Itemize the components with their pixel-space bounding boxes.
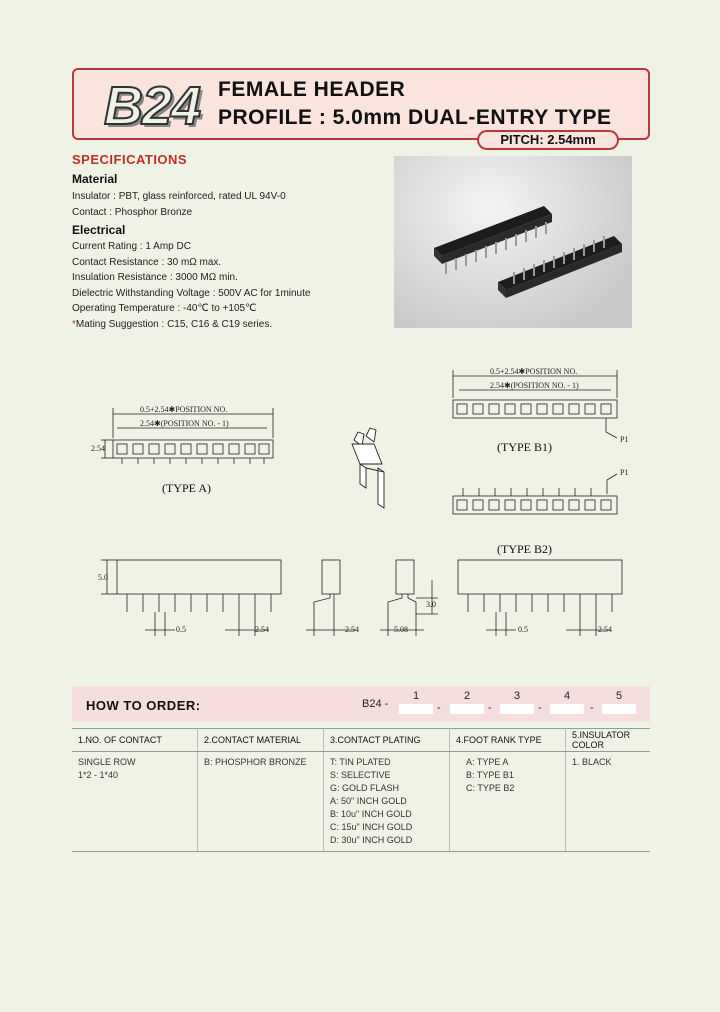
side-view-profile-2 — [378, 558, 448, 642]
order-table-row — [72, 752, 650, 852]
spec-line: Insulator : PBT, glass reinforced, rated UL 94V-0 — [72, 191, 286, 202]
mating-text: Mating Suggestion : C15, C16 & C19 series. — [75, 319, 273, 330]
slot-number: 4 — [563, 690, 571, 702]
spec-line: Operating Temperature : -40℃ to +105℃ — [72, 303, 257, 314]
type-b2-caption: (TYPE B2) — [497, 542, 552, 556]
list-item: D: 30u" INCH GOLD — [330, 835, 413, 845]
slot-number: 2 — [463, 690, 471, 702]
spec-line: Current Rating : 1 Amp DC — [72, 241, 191, 252]
col-header: 1.NO. OF CONTACT — [72, 729, 198, 752]
dim-overall-label-b1: 0.5+2.54✱POSITION NO. — [490, 367, 578, 376]
list-item: B: 10u" INCH GOLD — [330, 809, 412, 819]
product-photo — [394, 156, 632, 328]
dim-508-label: 5.08 — [394, 625, 408, 634]
list-item: S: SELECTIVE — [330, 770, 391, 780]
list-item: B: TYPE B1 — [466, 770, 514, 780]
col-header: 4.FOOT RANK TYPE — [450, 729, 566, 752]
header-photo-illustration — [394, 156, 632, 328]
title-line-2: PROFILE : 5.0mm DUAL-ENTRY TYPE — [218, 106, 612, 129]
how-to-order-heading: HOW TO ORDER: — [86, 698, 201, 713]
slot-dash: - — [488, 702, 492, 714]
dim-254-label-side-a: 2.54 — [255, 625, 269, 634]
list-item: 1*2 - 1*40 — [78, 770, 119, 780]
dim-05-label-b: 0.5 — [518, 625, 528, 634]
order-slot-5 — [602, 704, 636, 714]
type-b1-caption: (TYPE B1) — [497, 440, 552, 454]
col-header: 3.CONTACT PLATING — [324, 729, 450, 752]
dim-overall-label-a: 0.5+2.54✱POSITION NO. — [140, 405, 228, 414]
spec-line: Dielectric Withstanding Voltage : 500V AC for 1minute — [72, 288, 311, 299]
col1-cell — [72, 752, 198, 852]
order-slot-3 — [500, 704, 534, 714]
type-a-top-view — [95, 400, 285, 470]
col-header: 5.INSULATOR COLOR — [566, 729, 651, 752]
star-marker: * — [72, 319, 76, 330]
product-logo: B24 — [104, 76, 201, 136]
dim-30-label: 3.0 — [426, 600, 436, 609]
specifications-heading: SPECIFICATIONS — [72, 152, 188, 167]
mating-line — [72, 319, 272, 330]
spec-line: Insulation Resistance : 3000 MΩ min. — [72, 272, 238, 283]
p1-label-b1: P1 — [620, 435, 629, 444]
col-header: 2.CONTACT MATERIAL — [198, 729, 324, 752]
slot-dash: - — [590, 702, 594, 714]
dim-254-label-profile: 2.54 — [345, 625, 359, 634]
list-item: A: 50" INCH GOLD — [330, 796, 407, 806]
title-line-1: FEMALE HEADER — [218, 78, 406, 101]
order-table-header — [72, 729, 650, 752]
dim-05-label-a: 0.5 — [176, 625, 186, 634]
pin-sketch — [344, 424, 404, 510]
slot-dash: - — [437, 702, 441, 714]
list-item: 1. BLACK — [572, 757, 612, 767]
col3-cell — [324, 752, 450, 852]
spec-line: Contact : Phosphor Bronze — [72, 207, 193, 218]
slot-number: 5 — [615, 690, 623, 702]
order-slot-4 — [550, 704, 584, 714]
order-table — [72, 728, 650, 852]
dim-50-label: 5.0 — [98, 573, 108, 582]
dim-254-label-a: 2.54 — [91, 444, 105, 453]
list-item: G: GOLD FLASH — [330, 783, 400, 793]
side-view-profile-1 — [300, 558, 370, 642]
slot-number: 3 — [513, 690, 521, 702]
material-heading: Material — [72, 172, 118, 186]
list-item: SINGLE ROW — [78, 757, 136, 767]
list-item: T: TIN PLATED — [330, 757, 391, 767]
list-item: C: TYPE B2 — [466, 783, 515, 793]
dim-254-label-side-b: 2.54 — [598, 625, 612, 634]
col5-cell — [566, 752, 651, 852]
list-item: C: 15u" INCH GOLD — [330, 822, 413, 832]
slot-dash: - — [538, 702, 542, 714]
type-a-caption: (TYPE A) — [162, 481, 211, 495]
p1-label-b2: P1 — [620, 468, 629, 477]
spec-line: Contact Resistance : 30 mΩ max. — [72, 257, 222, 268]
order-slot-2 — [450, 704, 484, 714]
col4-cell — [450, 752, 566, 852]
order-slot-1 — [399, 704, 433, 714]
slot-number: 1 — [412, 690, 420, 702]
list-item: A: TYPE A — [466, 757, 509, 767]
dim-pitch-total-label-b1: 2.54✱(POSITION NO. - 1) — [490, 381, 579, 390]
dim-pitch-total-label-a: 2.54✱(POSITION NO. - 1) — [140, 419, 229, 428]
type-b1-top-view — [445, 362, 635, 442]
type-b2-top-view — [445, 470, 635, 530]
order-code-prefix: B24 - — [362, 698, 389, 710]
list-item: B: PHOSPHOR BRONZE — [204, 757, 307, 767]
col2-cell — [198, 752, 324, 852]
electrical-heading: Electrical — [72, 223, 126, 237]
pitch-badge: PITCH: 2.54mm — [477, 130, 619, 150]
